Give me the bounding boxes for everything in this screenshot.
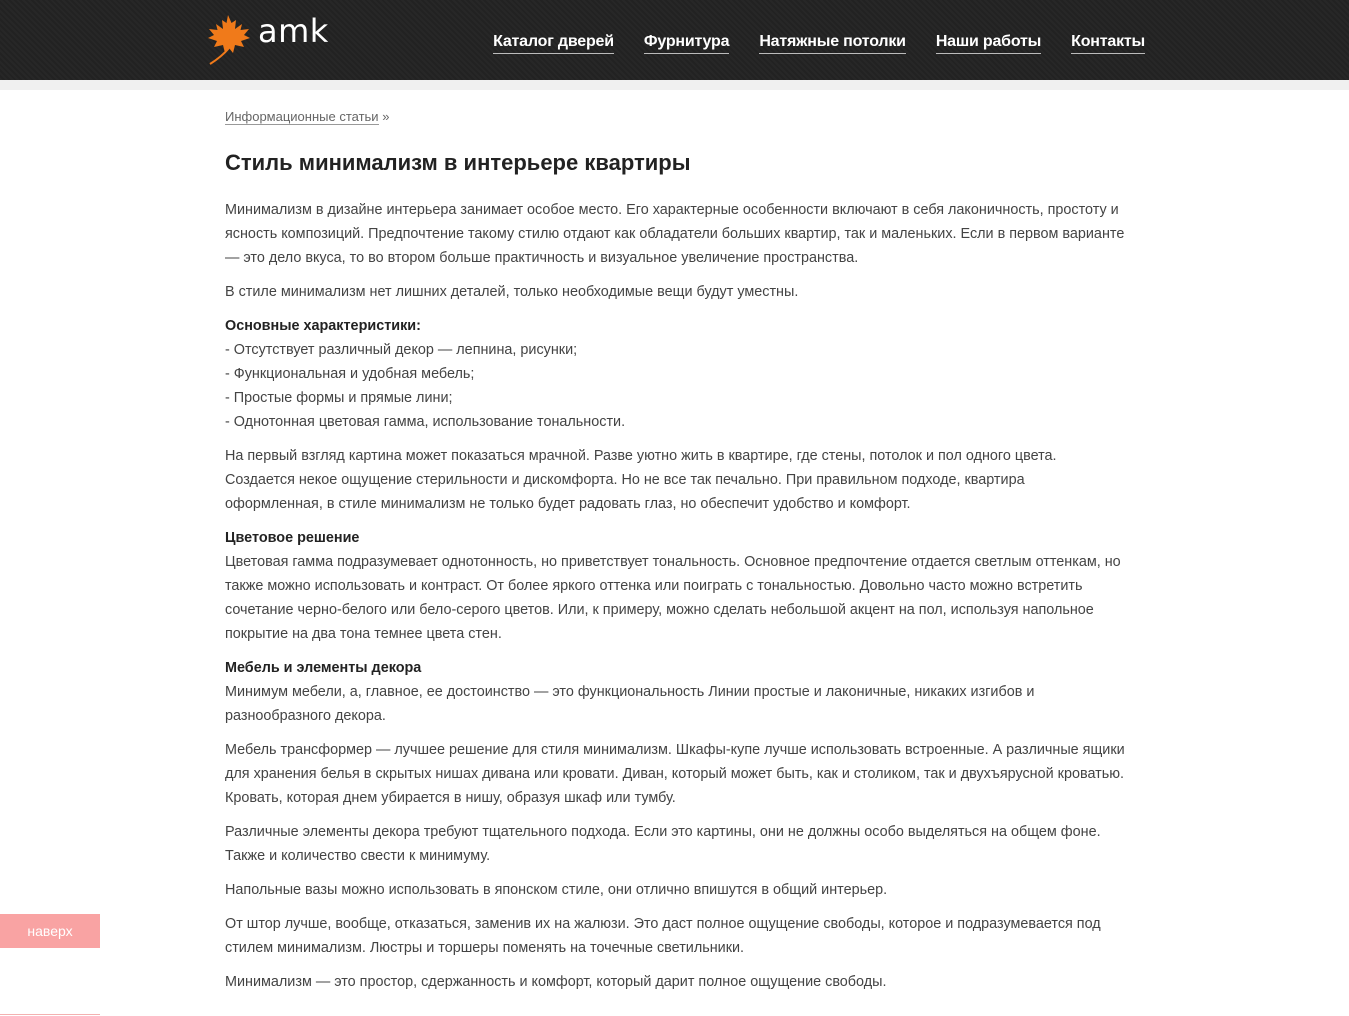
nav-item-hardware[interactable]: Фурнитура	[644, 32, 729, 54]
article-content	[225, 108, 1125, 1004]
list-item: - Простые формы и прямые лини;	[225, 390, 453, 406]
article-paragraph: Минимализм — это простор, сдержанность и комфорт, который дарит полное ощущение свободы.	[225, 974, 887, 990]
features-block	[225, 314, 1125, 434]
site-header	[0, 0, 1349, 80]
furniture-section	[225, 656, 1125, 728]
logo-text: amk	[258, 12, 329, 50]
list-item: - Отсутствует различный декор — лепнина, рисунки;	[225, 342, 578, 358]
logo[interactable]	[204, 12, 329, 66]
article-paragraph: Различные элементы декора требуют тщательного подхода. Если это картины, они не должны особо выделяться на общем фоне. Также и количество свести к минимуму.	[225, 824, 1101, 864]
nav-item-our-works[interactable]: Наши работы	[936, 32, 1041, 54]
list-item: - Однотонная цветовая гамма, использование тональности.	[225, 414, 626, 430]
breadcrumb-separator: »	[382, 109, 390, 124]
breadcrumb	[225, 108, 1125, 126]
color-section	[225, 526, 1125, 646]
list-item: - Функциональная и удобная мебель;	[225, 366, 475, 382]
page-title: Стиль минимализм в интерьере квартиры	[225, 150, 691, 175]
left-divider	[0, 1014, 100, 1015]
back-to-top-button[interactable]: наверх	[0, 914, 100, 948]
article-paragraph: От штор лучше, вообще, отказаться, заменив их на жалюзи. Это даст полное ощущение свободы, которое и подразумевается под стилем минимализм. Люстры и торшеры поменять на точечные светильники.	[225, 916, 1101, 956]
nav-item-stretch-ceilings[interactable]: Натяжные потолки	[759, 32, 906, 54]
furniture-heading: Мебель и элементы декора	[225, 660, 422, 676]
header-divider	[0, 80, 1349, 90]
article-paragraph: Минимализм в дизайне интерьера занимает особое место. Его характерные особенности включают в себя лаконичность, простоту и ясность композиций. Предпочтение такому стилю отдают как обладатели больших квартир, так и маленьких. Если в первом варианте — это дело вкуса, то во втором больше практичность и визуальное увеличение пространства.	[225, 202, 1125, 266]
article-paragraph: Мебель трансформер — лучшее решение для стиля минимализм. Шкафы-купе лучше использовать встроенные. А различные ящики для хранения белья в скрытых нишах дивана или кровати. Диван, который может быть, как и столиком, так и двухъярусной кроватью. Кровать, которая днем убирается в нишу, образуя шкаф или тумбу.	[225, 742, 1125, 806]
nav-item-doors[interactable]: Каталог дверей	[493, 32, 614, 54]
article-paragraph: В стиле минимализм нет лишних деталей, только необходимые вещи будут уместны.	[225, 284, 799, 300]
color-heading: Цветовое решение	[225, 530, 360, 546]
maple-leaf-icon	[204, 12, 252, 66]
color-text: Цветовая гамма подразумевает однотонность, но приветствует тональность. Основное предпочтение отдается светлым оттенкам, но также можно использовать и контраст. От более яркого оттенка или поиграть с тональностью. Довольно часто можно встретить сочетание черно-белого или бело-серого цветов. Или, к примеру, можно сделать небольшой акцент на пол, используя напольное покрытие на два тона темнее цвета стен.	[225, 554, 1121, 642]
article-paragraph: На первый взгляд картина может показаться мрачной. Разве уютно жить в квартире, где стены, потолок и пол одного цвета. Создается некое ощущение стерильности и дискомфорта. Но не все так печально. При правильном подходе, квартира оформленная, в стиле минимализм не только будет радовать глаз, но обеспечит удобство и комфорт.	[225, 448, 1057, 512]
features-heading: Основные характеристики:	[225, 318, 421, 334]
furniture-text: Минимум мебели, а, главное, ее достоинство — это функциональность Линии простые и лаконичные, никаких изгибов и разнообразного декора.	[225, 684, 1035, 724]
nav-item-contacts[interactable]: Контакты	[1071, 32, 1145, 54]
main-nav	[493, 32, 1145, 54]
article-paragraph: Напольные вазы можно использовать в японском стиле, они отлично впишутся в общий интерьер.	[225, 882, 888, 898]
breadcrumb-link-articles[interactable]: Информационные статьи	[225, 109, 379, 124]
